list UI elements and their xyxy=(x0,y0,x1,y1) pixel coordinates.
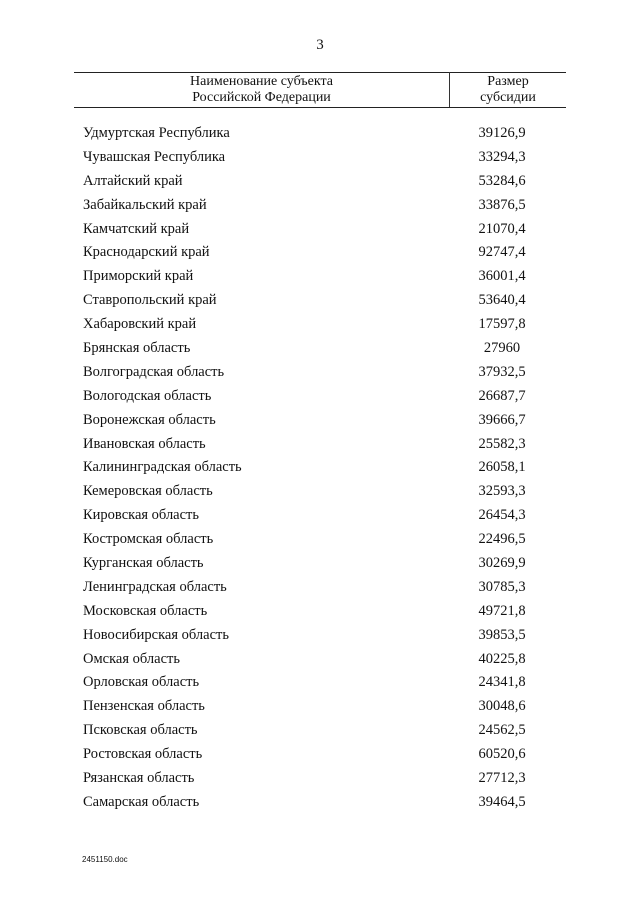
subsidy-value-cell: 21070,4 xyxy=(478,220,526,237)
subject-name-cell: Новосибирская область xyxy=(83,626,229,643)
subject-name-cell: Омская область xyxy=(83,650,180,667)
subsidy-value-cell: 40225,8 xyxy=(478,650,526,667)
subsidy-value-cell: 33294,3 xyxy=(478,148,526,165)
table-row xyxy=(0,265,640,289)
subject-name-cell: Краснодарский край xyxy=(83,244,210,261)
subsidy-value-cell: 37932,5 xyxy=(478,363,526,380)
subsidy-value-cell: 39464,5 xyxy=(478,793,526,810)
table-row xyxy=(0,218,640,242)
subject-name-cell: Брянская область xyxy=(83,340,191,357)
subject-name-cell: Ивановская область xyxy=(83,435,206,452)
table-row xyxy=(0,194,640,218)
table-row xyxy=(0,528,640,552)
subsidy-value-cell: 53284,6 xyxy=(478,172,526,189)
table-row xyxy=(0,433,640,457)
table-row xyxy=(0,385,640,409)
subsidy-value-cell: 24562,5 xyxy=(478,722,526,739)
subject-name-cell: Псковская область xyxy=(83,722,198,739)
table-row xyxy=(0,337,640,361)
table-row xyxy=(0,743,640,767)
subsidy-value-cell: 17597,8 xyxy=(478,316,526,333)
subject-name-cell: Воронежская область xyxy=(83,411,216,428)
table-row xyxy=(0,719,640,743)
subsidy-value-cell: 60520,6 xyxy=(478,746,526,763)
table-row xyxy=(0,695,640,719)
table-row xyxy=(0,241,640,265)
subsidy-value-cell: 30269,9 xyxy=(478,555,526,572)
table-row xyxy=(0,624,640,648)
table-row xyxy=(0,648,640,672)
column-header-subsidy-line1: Размер xyxy=(487,74,529,89)
table-row xyxy=(0,767,640,791)
subsidy-value-cell: 53640,4 xyxy=(478,292,526,309)
subsidy-value-cell: 36001,4 xyxy=(478,268,526,285)
table-row xyxy=(0,170,640,194)
subsidy-value-cell: 27960 xyxy=(483,340,521,357)
subsidy-value-cell: 25582,3 xyxy=(478,435,526,452)
subsidy-value-cell: 30048,6 xyxy=(478,698,526,715)
footer-filename: 2451150.doc xyxy=(82,855,128,864)
subject-name-cell: Калининградская область xyxy=(83,459,242,476)
subject-name-cell: Алтайский край xyxy=(83,172,183,189)
subject-name-cell: Кировская область xyxy=(83,507,200,524)
subject-name-cell: Ставропольский край xyxy=(83,292,217,309)
subject-name-cell: Костромская область xyxy=(83,531,214,548)
subsidy-value-cell: 49721,8 xyxy=(478,602,526,619)
subject-name-cell: Удмуртская Республика xyxy=(83,125,230,141)
subject-name-cell: Ленинградская область xyxy=(83,578,227,595)
table-row xyxy=(0,671,640,695)
table-row xyxy=(0,576,640,600)
table-row xyxy=(0,456,640,480)
column-header-subject xyxy=(74,74,449,106)
subsidy-value-cell: 26454,3 xyxy=(478,507,526,524)
table-row xyxy=(0,791,640,815)
column-header-subject-line2: Российской Федерации xyxy=(192,90,331,105)
subject-name-cell: Курганская область xyxy=(83,555,204,572)
table-row xyxy=(0,313,640,337)
subject-name-cell: Приморский край xyxy=(83,268,194,285)
subsidy-value-cell: 26058,1 xyxy=(478,459,526,476)
subsidy-value-cell: 39666,7 xyxy=(478,411,526,428)
subsidy-value-cell: 22496,5 xyxy=(478,531,526,548)
subject-name-cell: Рязанская область xyxy=(83,770,195,787)
column-header-subject-line1: Наименование субъекта xyxy=(190,74,333,89)
table-body xyxy=(0,122,640,815)
subsidy-value-cell: 27712,3 xyxy=(478,770,526,787)
table-top-rule xyxy=(74,72,566,73)
subject-name-cell: Хабаровский край xyxy=(83,316,197,333)
table-row xyxy=(0,146,640,170)
subsidy-value-cell: 32593,3 xyxy=(478,483,526,500)
column-header-subsidy xyxy=(450,74,566,106)
subsidy-value-cell: 30785,3 xyxy=(478,578,526,595)
column-header-subsidy-line2: субсидии xyxy=(480,90,536,105)
subject-name-cell: Камчатский край xyxy=(83,220,190,237)
subject-name-cell: Ростовская область xyxy=(83,746,203,763)
subject-name-cell: Волгоградская область xyxy=(83,363,225,380)
subject-name-cell: Пензенская область xyxy=(83,698,205,715)
subject-name-cell: Чувашская Республика xyxy=(83,148,226,165)
subsidy-value-cell: 39853,5 xyxy=(478,626,526,643)
table-row xyxy=(0,289,640,313)
subject-name-cell: Орловская область xyxy=(83,674,200,691)
table-header-bottom-rule xyxy=(74,107,566,108)
table-row xyxy=(0,504,640,528)
subsidy-value-cell: 24341,8 xyxy=(478,674,526,691)
subject-name-cell: Забайкальский край xyxy=(83,196,207,213)
subsidy-value-cell: 92747,4 xyxy=(478,244,526,261)
table-row xyxy=(0,409,640,433)
subject-name-cell: Кемеровская область xyxy=(83,483,213,500)
subject-name-cell: Московская область xyxy=(83,602,208,619)
subject-name-cell: Самарская область xyxy=(83,793,200,810)
table-row xyxy=(0,480,640,504)
table-row xyxy=(0,552,640,576)
subject-name-cell: Вологодская область xyxy=(83,387,212,404)
table-row xyxy=(0,122,640,146)
subsidy-value-cell: 33876,5 xyxy=(478,196,526,213)
table-row xyxy=(0,361,640,385)
subsidy-value-cell: 26687,7 xyxy=(478,387,526,404)
table-row xyxy=(0,600,640,624)
page-number: 3 xyxy=(316,37,324,53)
subsidy-value-cell: 39126,9 xyxy=(478,125,526,141)
